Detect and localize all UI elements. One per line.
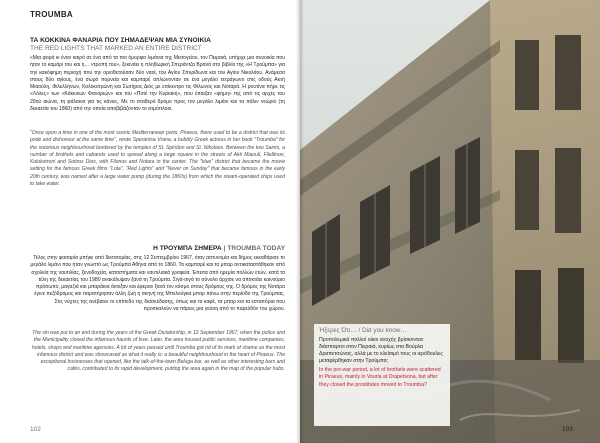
body2-text-english: The sin was put to an end during the years of the Greek Dictatorship, in 12 September 1967, when the police and the Municipality closed the infamous haunts of love. Later, the area housed public services, maritime companies, hotels, shops and maritime agencies. A lot of years passed until Troumba got rid of its mark of shame as the most infamous district and was showcased as what it really is: a beautiful neighbourhood in the heart of Piraeus. The exceptional businesses that opened, like the talk-of-the-town Beluga bar, as well as other interesting bars and cafés, contributed to its rapid development, putting the area again in the map of the popular hubs. [31,330,285,373]
subheading-greek: Η ΤΡΟΥΜΠΑ ΣΗΜΕΡΑ [153,245,222,252]
heading-english: THE RED LIGHTS THAT MARKED AN ENTIRE DISTRICT [30,45,202,52]
page-number-left: 102 [30,426,41,433]
sidebar-text-english: In the pre-war period, a lot of brothels were scattered in Piraeus, mainly in Vourla at Drapetsona, but after they closed the prostitutes moved to Troumba? [319,367,441,388]
body-text-greek: «Μια φορά κι έναν καιρό σε ένα από τα πιο όμορφα λιμάνια της Μεσογείου, τον Πειραιά, υπήρχε μια συνοικία που ήταν το καμάρι του και η… ντροπή του», ξεκινάει η πληθωρική Σπεράντζα Βρανά στο βιβλίο της «Η Τρούμπα» για την κακόφημη περιοχή που την οριοθετούσαν δύο ναοί, του Αγίου Σπυρίδωνα και του Αγίου Νικολάου. Ανάμεσα στους δύο αγίους, ένα σωρό πορνεία και καμπαρέ απλώνονταν σε ένα μεγάλο τετράγωνο στις οδούς Ακτή Μιαούλη, Φιλελλήνων, Κολοκοτρώνη και Σωτήρος Διός με επίκεντρο τις Φίλωνος και Νοταρά. Η ρουτίνα πήρε τις «Λόλες» των «Κόκκινων Φαναριών» και του «Ποτέ την Κυριακή», που έπαιζαν «φήμη» της από τις αρχές του 20ού αιώνα, τη φάλαινα για τις κάνεις. Με το σταθερό δρόμο προς τον μεγάλο λιμάνι και τα πάλιν νεώριο (τη δεκαετία του 1860) από την οποία αποβιβάζονταν το ατμόπλοιο. [30,55,285,112]
body-text-english: "Once upon a time in one of the most scenic Mediterranean ports, Piraeus, there used to be a district that was its pride and dishonour at the same time", wrote Sperantsa Vrana, a bubbly Greek actress in her book "Troumba" for the notorious neighbourhood bordered by the temples of St. Spiridon and St. Nikolaos. Between the two Saints, a number of brothels and cabarets used to spread along a large square in the streets of Akti Miaouli, Filellinon, Kolokotroni and Sotiros Dios, with Filonos and Notara in the center. The "blue" district that became the movie setting for the famous Greek films "Lola", "Red Lights" and "Never on Sunday" that became famous in the early 20th century, was named after a large water pump (during the 1860s) from which the steam-operated ships used to take water. [30,130,285,187]
running-head: TROUMBA [30,10,73,19]
heading-greek: ΤΑ ΚΟΚΚΙΝΑ ΦΑΝΑΡΙΑ ΠΟΥ ΣΗΜΑΔΕΨΑΝ ΜΙΑ ΣΥΝΟΙΚΙΑ [30,37,211,44]
page-number-right: 103 [562,426,573,433]
did-you-know-box [314,324,450,426]
subheading-separator: | [223,245,226,252]
page-gutter [296,0,304,443]
subheading [153,245,285,252]
body2-text-greek: Τέλος στην φασαρία μπήκε από δικτατορίας, στις 12 Σεπτεμβρίου 1967, όταν αστυνομία και δήμος εκκαθάρισε το μεγάλο λιμάνι που ήταν γνωστό ως Τρούμπα Αθήνα από το 1860. Τα καμπαρέ και τα μπαρ αντικαταστάθηκαν από σχολεία της ναυτιλίας, ξενοδοχεία, καταστήματα και ναυτιλιακά γραφεία. Έπειτα από ηρεμία πολλών ετών, κατά τα τέλη της δεκαετίας του 1980 ανακάλυψαν ξανά τη Τρούμπα. Σιγά-σιγά το σύνολο άρχισε να αποκτάει καινούριο πρόσωπο, μαγαζιά και μπαράκια άνοιξαν και έφεραν ξανά τον κόσμο στους δρόμους της. Ο δρόμος της Νοτάρα έγινε πεζόδρομος και παρατήρησαν άλλη ζωή η σκηνή της Μπελούγκα μπαρ πάνω στην περίοδο της Τρούμπας. Στις νύχτες της ανέβαινε το επίπεδο της διασκέδασης, όπως και τα καφέ, τα μπαρ και τα εστιατόρια που προσκαλούν να πάρεις μια γεύση από το παρελθόν του χώρου. [30,255,285,312]
subheading-english: TROUMBA TODAY [227,245,285,252]
right-page [300,0,600,443]
sidebar-text-greek: Προπολεμικά πολλοί οίκοι ανοχής βρίσκονταν διάσπαρτοι στον Πειραιά, κυρίως στα Βούρλα Δραπετσώνας, αλλά με το κλείσιμό τους οι ιερόδουλες μεταφέρθηκαν στην Τρούμπα; [319,337,443,365]
sidebar-title: Ήξερες Ότι… / Did you know… [319,327,407,334]
